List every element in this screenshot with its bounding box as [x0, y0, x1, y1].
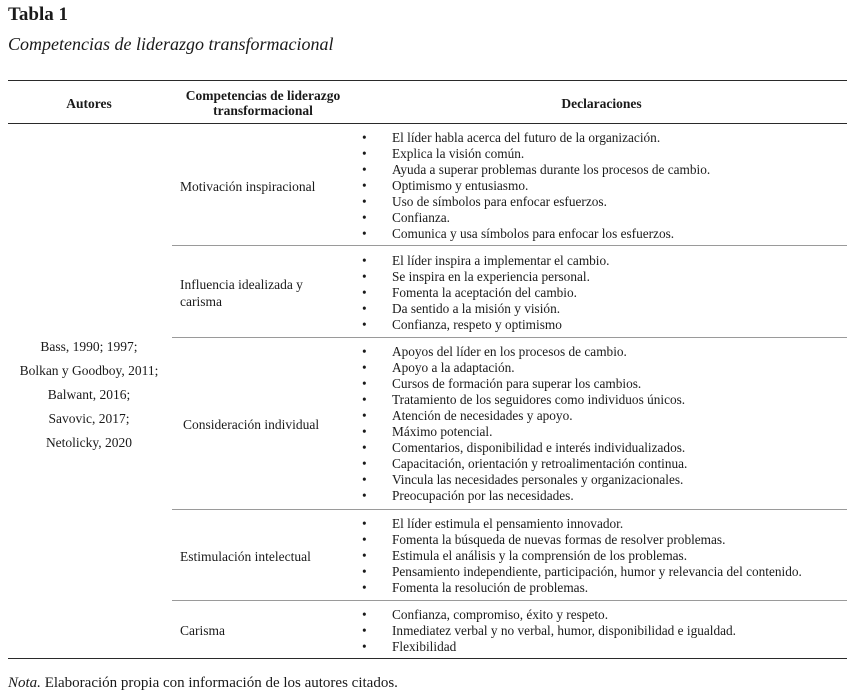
- declaration-item: • Cursos de formación para superar los cambios.: [362, 376, 687, 392]
- declaration-item: • Ayuda a superar problemas durante los procesos de cambio.: [362, 162, 710, 178]
- table-note: [8, 675, 398, 692]
- declaration-item: • Flexibilidad: [362, 639, 736, 655]
- declarations-list-carisma: [362, 607, 736, 655]
- declaration-item: • Apoyo a la adaptación.: [362, 360, 687, 376]
- header-bottom-rule: [8, 123, 847, 124]
- declarations-list-estimulacion: [362, 516, 802, 596]
- header-authors: Autores: [66, 96, 112, 111]
- table-top-rule: [8, 80, 847, 81]
- declaration-item: • Confianza.: [362, 210, 710, 226]
- declaration-item: • Estimula el análisis y la comprensión de los problemas.: [362, 548, 802, 564]
- declaration-item: • Confianza, compromiso, éxito y respeto.: [362, 607, 736, 623]
- competency-consideracion-individual: Consideración individual: [183, 417, 320, 432]
- author-line: Balwant, 2016;: [47, 387, 131, 402]
- declaration-item: • Fomenta la resolución de problemas.: [362, 580, 802, 596]
- declaration-item: • El líder habla acerca del futuro de la organización.: [362, 130, 710, 146]
- header-declarations: Declaraciones: [561, 96, 642, 111]
- declaration-item: • Confianza, respeto y optimismo: [362, 317, 609, 333]
- competency-estimulacion-intelectual: Estimulación intelectual: [180, 549, 311, 564]
- row-divider: [172, 509, 847, 510]
- competency-line: Influencia idealizada y: [180, 277, 303, 292]
- row-divider: [172, 245, 847, 246]
- declaration-item: • Explica la visión común.: [362, 146, 710, 162]
- header-competencies-line2: transformacional: [213, 103, 313, 118]
- declaration-item: • Atención de necesidades y apoyo.: [362, 408, 687, 424]
- declaration-item: • Comentarios, disponibilidad e interés individualizados.: [362, 440, 687, 456]
- header-competencies-line1: Competencias de liderazgo: [185, 88, 341, 103]
- competency-motivacion-inspiracional: Motivación inspiracional: [180, 179, 316, 194]
- author-line: Savovic, 2017;: [48, 411, 130, 426]
- table-bottom-rule: [8, 658, 847, 659]
- author-line: Netolicky, 2020: [45, 435, 133, 450]
- declaration-item: • Da sentido a la misión y visión.: [362, 301, 609, 317]
- table-label: Tabla 1: [8, 4, 69, 25]
- table-title: Competencias de liderazgo transformacional: [8, 34, 334, 54]
- declaration-item: • Se inspira en la experiencia personal.: [362, 269, 609, 285]
- note-label: Nota.: [8, 675, 41, 691]
- declaration-item: • Uso de símbolos para enfocar esfuerzos.: [362, 194, 710, 210]
- declarations-list-influencia: [362, 253, 609, 333]
- declaration-item: • El líder estimula el pensamiento innovador.: [362, 516, 802, 532]
- row-divider: [172, 600, 847, 601]
- declaration-item: • Fomenta la búsqueda de nuevas formas de resolver problemas.: [362, 532, 802, 548]
- competency-influencia-idealizada: [180, 276, 303, 310]
- declarations-list-motivacion: [362, 130, 710, 242]
- declaration-item: • Capacitación, orientación y retroalimentación continua.: [362, 456, 687, 472]
- declaration-item: • Inmediatez verbal y no verbal, humor, disponibilidad e igualdad.: [362, 623, 736, 639]
- declaration-item: • Comunica y usa símbolos para enfocar los esfuerzos.: [362, 226, 710, 242]
- declaration-item: • El líder inspira a implementar el cambio.: [362, 253, 609, 269]
- header-competencies: [172, 88, 354, 118]
- competency-carisma: Carisma: [180, 623, 225, 638]
- author-line: Bass, 1990; 1997;: [40, 339, 138, 354]
- declaration-item: • Preocupación por las necesidades.: [362, 488, 687, 504]
- competency-line: carisma: [180, 294, 222, 309]
- declaration-item: • Pensamiento independiente, participación, humor y relevancia del contenido.: [362, 564, 802, 580]
- declaration-item: • Optimismo y entusiasmo.: [362, 178, 710, 194]
- declarations-list-consideracion: [362, 344, 687, 504]
- declaration-item: • Máximo potencial.: [362, 424, 687, 440]
- authors-cell: [8, 335, 170, 455]
- note-text: Elaboración propia con información de los autores citados.: [40, 675, 398, 691]
- declaration-item: • Fomenta la aceptación del cambio.: [362, 285, 609, 301]
- declaration-item: • Vincula las necesidades personales y organizacionales.: [362, 472, 687, 488]
- declaration-item: • Tratamiento de los seguidores como individuos únicos.: [362, 392, 687, 408]
- author-line: Bolkan y Goodboy, 2011;: [19, 363, 159, 378]
- row-divider: [172, 337, 847, 338]
- declaration-item: • Apoyos del líder en los procesos de cambio.: [362, 344, 687, 360]
